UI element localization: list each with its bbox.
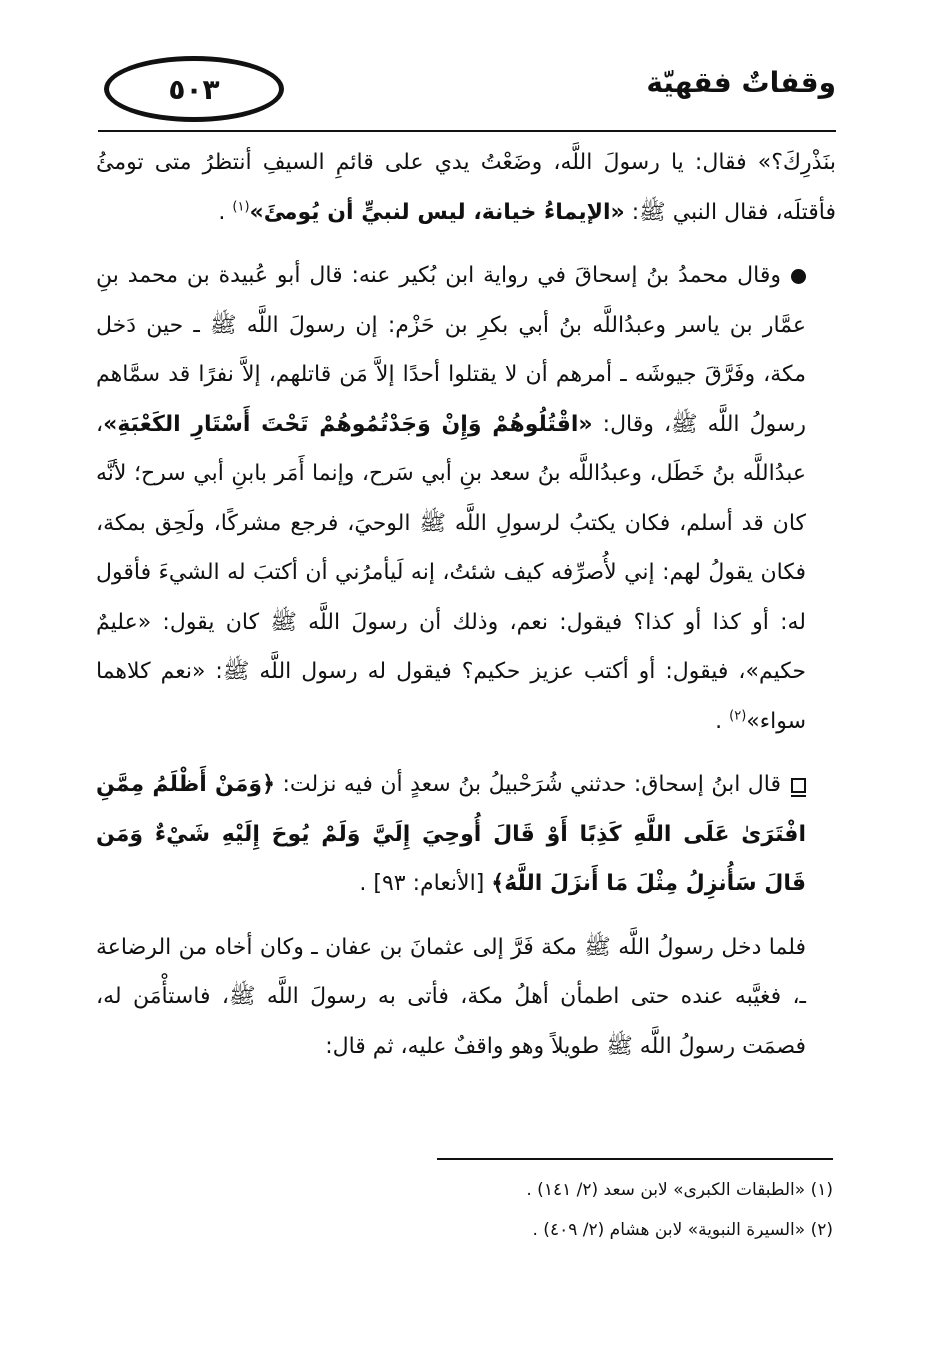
- verse-reference: [الأنعام: ٩٣] .: [359, 871, 492, 896]
- paragraph-3-text: قال ابنُ إسحاق: حدثني شُرَحْبيلُ بنُ سعدٍ أن فيه نزلت:: [274, 772, 781, 797]
- paragraph-2-text-a: وقال محمدُ بنُ إسحاقَ في رواية ابن بُكير عنه: قال أبو عُبيدة بن محمد بنِ عمَّار بن ياسر وعبدُاللَّه بنُ أبي بكرِ بن حَزْم: إن رسولَ اللَّه ﷺ ـ حين دَخل مكة، وفَرَّقَ جيوشَه ـ أمرهم أن لا يقتلوا أحدًا إلاَّ مَن قاتلهم، إلاَّ نفرًا قد سمَّاهم رسولُ اللَّه ﷺ، وقال:: [96, 263, 806, 437]
- paragraph-1-end: .: [218, 199, 233, 225]
- bullet-icon: [791, 269, 806, 284]
- paragraph-1-text: بنَذْرِكَ؟» فقال: يا رسولَ اللَّه، وضَعْتُ يدي على قائمِ السيفِ أنتظرُ متى تومئُ فأقتلَه، فقال النبي ﷺ:: [96, 150, 836, 225]
- footnotes: [93, 1170, 833, 1250]
- hadith-quote-2: «اقْتُلُوهُمْ وَإِنْ وَجَدْتُمُوهُمْ تَحْتَ أَسْتَارِ الكَعْبَةِ»: [103, 411, 593, 437]
- paragraph-3: [96, 760, 836, 909]
- quran-verse: ﴿وَمَنْ أَظْلَمُ مِمَّنِ افْتَرَىٰ عَلَى اللَّهِ كَذِبًا أَوْ قَالَ أُوحِيَ إِلَيَّ وَلَمْ يُوحَ إِلَيْهِ شَيْءٌ وَمَن قَالَ سَأُنزِلُ مِثْلَ مَا أَنزَلَ اللَّهُ﴾: [96, 772, 806, 896]
- paragraph-2-text-b: ، عبدُاللَّه بنُ خَطَل، وعبدُاللَّه بنُ سعد بنِ أبي سَرح، وإنما أَمَر بابنِ أبي سرح؛ لأنَّه كان قد أسلم، فكان يكتبُ لرسولِ اللَّه ﷺ الوحيَ، فرجع مشركًا، ولَحِق بمكة، فكان يقولُ لهم: إني لأُصرِّفه كيف شئتُ، إنه لَيأمرُني أن أكتبَ له الشيءَ فأقول له: أو كذا أو كذا؟ فيقول: نعم، وذلك أن رسولَ اللَّه ﷺ كان يقول: «عليمٌ حكيم»، فيقول: أو أكتب عزيز حكيم؟ فيقول له رسول اللَّه ﷺ: «نعم كلاهما سواء»: [96, 411, 806, 734]
- running-title: وقفاتٌ فقهيّة: [646, 66, 836, 99]
- main-text: [96, 138, 836, 1071]
- footnote-2: (٢) «السيرة النبوية» لابن هشام (٢/ ٤٠٩) .: [532, 1220, 833, 1240]
- footnote-divider: [437, 1158, 833, 1160]
- paragraph-1: [96, 138, 836, 237]
- footnote-ref-2: (٢): [729, 708, 747, 724]
- paragraph-2-end: .: [715, 708, 730, 734]
- paragraph-2: [96, 251, 836, 746]
- page-header: [98, 52, 836, 132]
- page-number: ٥٠٣: [104, 56, 284, 122]
- footnote-ref-1: (١): [232, 199, 250, 215]
- paragraph-4: فلما دخل رسولُ اللَّه ﷺ مكة فَرَّ إلى عثمانَ بن عفان ـ وكان أخاه من الرضاعة ـ، فغيَّبه عنده حتى اطمأن أهلُ مكة، فأتى به رسولَ اللَّه ﷺ، فاستأْمَن له، فصمَت رسولُ اللَّه ﷺ طويلاً وهو واقفٌ عليه، ثم قال:: [96, 934, 806, 1059]
- hadith-quote-1: «الإيماءُ خيانة، ليس لنبيٍّ أن يُومئَ»: [249, 199, 625, 225]
- note-box-icon: [791, 778, 806, 793]
- footnote-1: (١) «الطبقات الكبرى» لابن سعد (٢/ ١٤١) .: [526, 1180, 833, 1200]
- header-divider: [98, 130, 836, 132]
